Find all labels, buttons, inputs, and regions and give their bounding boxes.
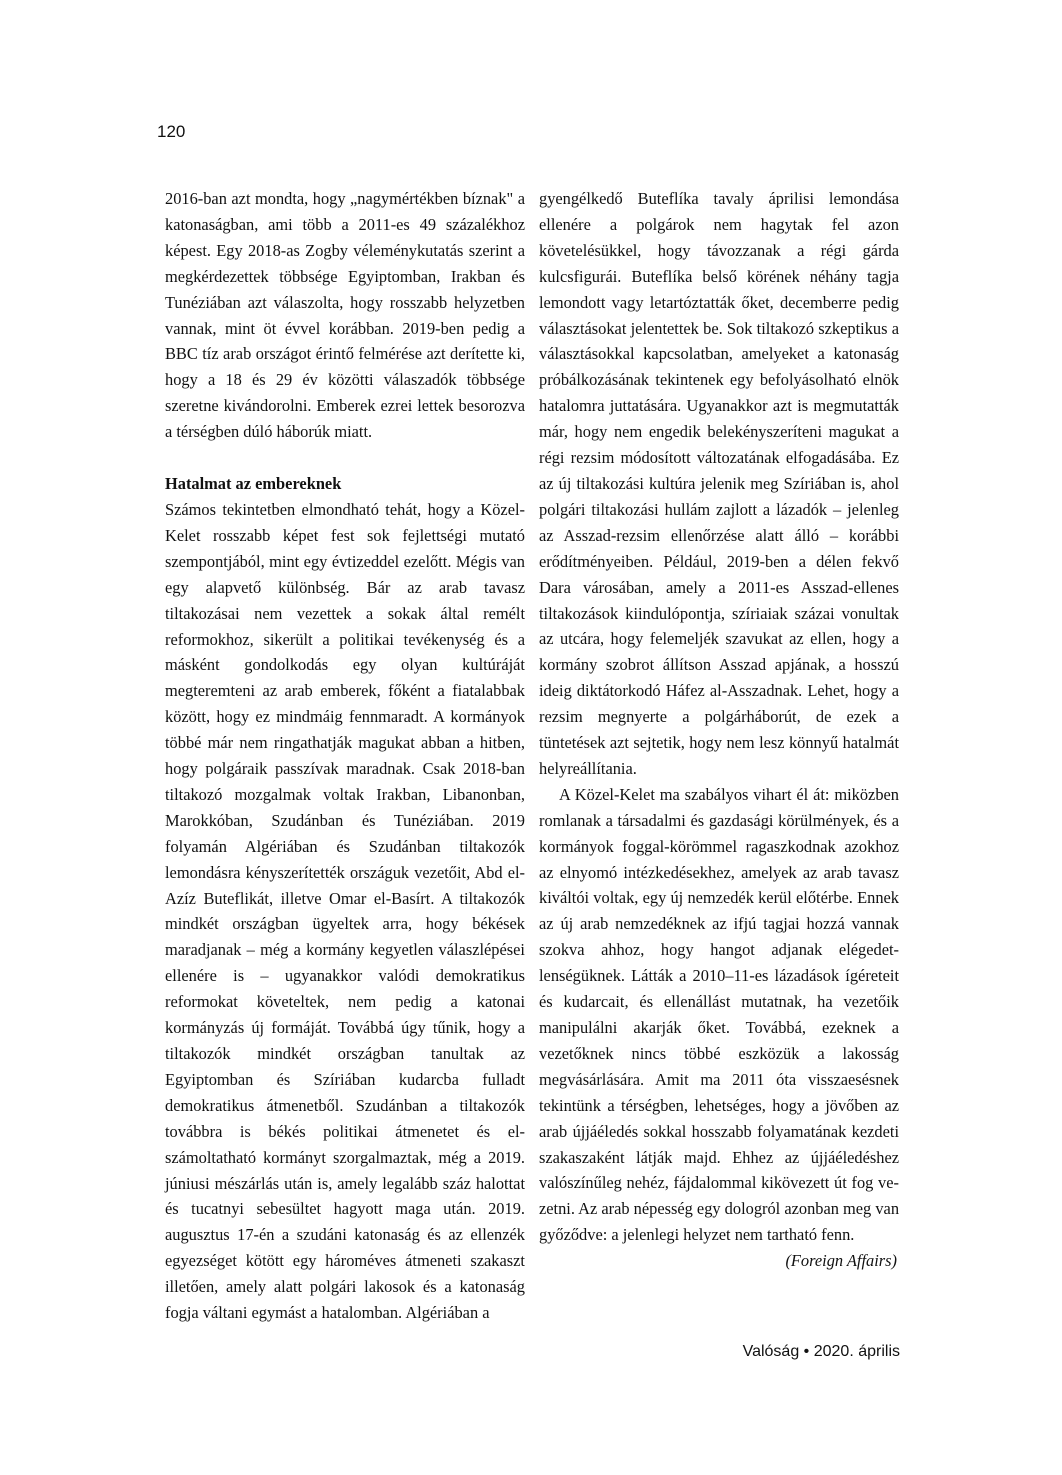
body-paragraph: Számos tekintetben elmondható tehát, hogy a Közel-Kelet rosszabb képet fest sok fejlettségi mutató szempontjából, mint egy évtizeddel ezelőtt. Mégis van egy alapvető különbség. Bár az arab tavasz tiltakozásai nem vezettek a sokak által remélt reformokhoz, sikerült a politikai tevékenység és a másként gondolkodás egy olyan kultúráját megteremteni az arab emberek, főként a fiatalabbak között, hogy ez mindmáig fennmaradt. A kormányok többé már nem ringathatják magukat abban a hitben, hogy polgáraik passzívak maradnak. Csak 2018-ban tiltakozó mozgalmak voltak Irakban, Libanonban, Marokkóban, Szudánban és Tunéziában. 2019 folyamán Algériában és Szudánban tiltakozók lemondásra kényszerítették országuk vezetőit, Abd el-Azíz Buteflikát, illetve Omar el-Basírt. A tiltakozók mindkét országban ügyeltek arra, hogy békések maradjanak – még a kormány kegyetlen válaszlépései ellenére is – ugyanakkor valódi demokratikus reformokat követeltek, nem pedig a katonai kormányzás új formáját. Továbbá úgy tűnik, hogy a tiltakozók mindkét országban tanultak az Egyiptomban és Szíriában kudarcba fulladt demokratikus átmenetből. Szudánban a tiltakozók továbbra is békés politikai átmenetet és elszámoltatható kormányt szorgalmaztak, még a 2019. júniusi mészárlás után is, amely legalább száz halottat és tucatnyi sebesültet hagyott maga után. 2019. augusztus 17-én a szudáni katonaság és az ellenzék egyezséget kötött egy hároméves átmeneti szakaszt illetően, amely alatt polgári lakosok és a katonaság fogja váltani egymást a hatalomban. Algériában a xyxy=(165,499,525,1323)
source-citation: (Foreign Affairs) xyxy=(785,1251,897,1271)
left-column xyxy=(165,186,525,1326)
page-footer: Valóság • 2020. április xyxy=(742,1343,900,1360)
body-paragraph: gyengélkedő Buteflíka tavaly áprilisi lemondása ellenére a polgárok nem hagytak fel azon követelésükkel, hogy távozzanak a régi gárda kulcsfigurái. Buteflíka belső körének néhány tagja lemondott vagy letartóztatták őket, decemberre pedig választásokat jelentettek be. Sok tiltakozó szkeptikus a választásokkal kapcsolatban, amelyeket a katonaság próbálkozásának tekintenek egy befolyásolható elnök hatalomra juttatására. Ugyanakkor azt is megmutatták már, hogy nem engedik belekényszeríteni magukat a régi rezsim módosított változatának elfogadásába. Ez az új tiltakozási kultúra jelenik meg Szíriában is, ahol polgári tiltakozási hullám zajlott a lázadók – jelenleg az Asszad-rezsim ellenőrzése alatt álló – korábbi erődítményeiben. Például, 2019-ben a délen fekvő Dara városában, amely a 2011-es Asszad-ellenes tiltakozások kiindulópontja, szíriaiak százai vonultak az utcára, hogy felemeljék szavukat az ellen, hogy a kormány szobrot állítson Asszad apjának, a hosszú ideig diktátorkodó Háfez al-Asszadnak. Lehet, hogy a rezsim megnyerte a polgárháborút, de ezek a tüntetések azt sejtetik, hogy nem lesz könnyű hatalmát helyreállítania. xyxy=(539,189,899,778)
section-heading: Hatalmat az embereknek xyxy=(165,474,342,494)
page-number: 120 xyxy=(157,122,186,141)
right-column xyxy=(539,186,899,1274)
body-paragraph: 2016-ban azt mondta, hogy „nagymértékben bíznak" a katonaságban, ami több a 2011-es 49 százalékhoz képest. Egy 2018-as Zogby véleménykutatás szerint a megkérdezettek többsége Egyiptomban, Irakban és Tunéziában azt válaszolta, hogy rosszabb helyzetben vannak, mint öt évvel korábban. 2019-ben pedig a BBC tíz arab országot érintő felmérése azt derítette ki, hogy a 18 és 29 év közötti válaszadók többsége szeretne kivándorolni. Emberek ezrei lettek besorozva a térségben dúló háborúk miatt. xyxy=(165,189,525,442)
body-paragraph: A Közel-Kelet ma szabályos vihart él át: miközben romlanak a társadalmi és gazdasági körülmények, és a kormányok foggal-körömmel ragaszkodnak azokhoz az elnyomó intézkedésekhez, amelyek az arab tavasz kiváltói voltak, egy új nemzedék kerül előtérbe. Ennek az új arab nemzedéknek az ifjú tagjai hozzá vannak szokva ahhoz, hogy hangot adjanak elégedetlenségüknek. Látták a 2010–11-es lázadások ígéreteit és kudarcait, és ellenállást mutatnak, ha vezetőik manipulálni akarják őket. Továbbá, ezeknek a vezetőknek nincs többé eszközük a lakosság megvásárlására. Amit ma 2011 óta visszaesésnek tekintünk a térségben, lehetséges, hogy a jövőben az arab újjáéledés sokkal hosszabb folyamatának kezdeti szakaszaként látják majd. Ehhez az újjáéledéshez valószínűleg nehéz, fájdalommal kikövezett út fog vezetni. Az arab népesség egy dologról azonban meg van győződve: a jelenlegi helyzet nem tartható fenn. xyxy=(539,784,900,1245)
